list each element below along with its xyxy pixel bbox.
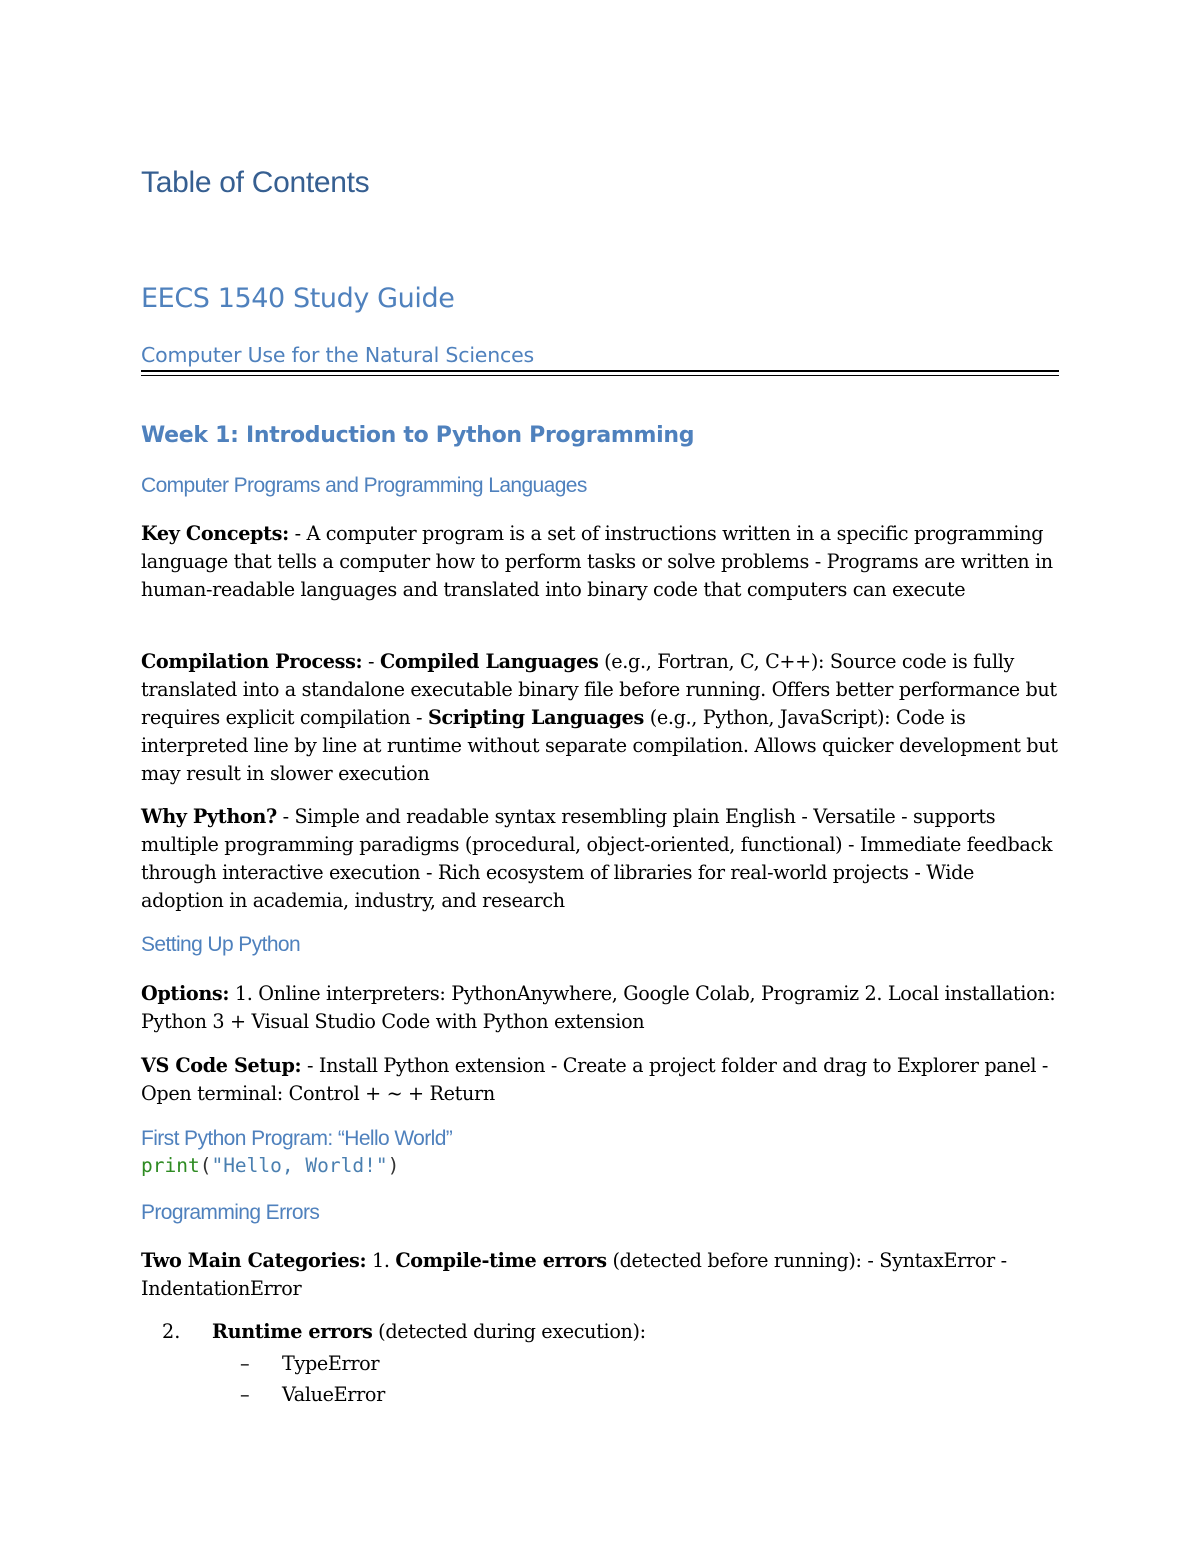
options-paragraph	[141, 980, 1061, 1036]
key-concepts-text: - A computer program is a set of instructions written in a specific programming language that tells a computer how to perform tasks or solve problems - Programs are written in human-readable languages and translated into binary code that computers can execute	[141, 522, 1053, 601]
key-concepts-paragraph	[141, 520, 1061, 604]
runtime-errors-label: Runtime errors	[212, 1320, 373, 1343]
error-categories-text-1: 1.	[366, 1249, 396, 1272]
toc-title: Table of Contents	[141, 166, 370, 199]
scripting-languages-label: Scripting Languages	[427, 706, 644, 729]
error-categories-text-2: (detected before running): - SyntaxError - IndentationError	[141, 1249, 1007, 1300]
vscode-text: - Install Python extension - Create a project folder and drag to Explorer panel - Open terminal: Control + ~ + Return	[141, 1054, 1049, 1105]
error-categories-label: Two Main Categories:	[141, 1249, 367, 1272]
code-function: print	[141, 1154, 200, 1177]
compilation-paragraph	[141, 648, 1061, 788]
runtime-errors-text: (detected during execution):	[372, 1320, 646, 1343]
options-text: 1. Online interpreters: PythonAnywhere, Google Colab, Programiz 2. Local installation: Python 3 + Visual Studio Code with Python extension	[141, 982, 1056, 1033]
compilation-text-2: (e.g., Fortran, C, C++): Source code is fully translated into a standalone executable binary file before running. Offers better performance but requires explicit compilation -	[141, 650, 1057, 729]
hello-world-code	[141, 1154, 399, 1177]
document-subtitle: Computer Use for the Natural Sciences	[141, 343, 534, 367]
section-heading-errors: Programming Errors	[141, 1201, 320, 1224]
code-open-paren: (	[199, 1154, 212, 1177]
why-python-paragraph	[141, 803, 1061, 915]
sub-list-bullet: –	[240, 1352, 250, 1375]
key-concepts-label: Key Concepts:	[141, 522, 289, 545]
error-categories-paragraph	[141, 1247, 1061, 1303]
why-python-text: - Simple and readable syntax resembling plain English - Versatile - supports multiple programming paradigms (procedural, object-oriented, functional) - Immediate feedback through interactive execution - Rich ecosystem of libraries for real-world projects - Wide adoption in academia, industry, and research	[141, 805, 1053, 912]
code-string: "Hello, World!"	[211, 1154, 388, 1177]
sub-list-item: ValueError	[282, 1383, 385, 1406]
vscode-label: VS Code Setup:	[141, 1054, 302, 1077]
week1-heading: Week 1: Introduction to Python Programming	[141, 423, 695, 448]
section-heading-programs: Computer Programs and Programming Languages	[141, 474, 587, 497]
compiled-languages-label: Compiled Languages	[379, 650, 599, 673]
list-item-runtime-errors	[212, 1320, 646, 1343]
compile-time-errors-label: Compile-time errors	[395, 1249, 607, 1272]
compilation-label: Compilation Process:	[141, 650, 363, 673]
compilation-text-3: (e.g., Python, JavaScript): Code is interpreted line by line at runtime without separate compilation. Allows quicker development but may result in slower execution	[141, 706, 1058, 785]
why-python-label: Why Python?	[141, 805, 277, 828]
sub-list-item: TypeError	[282, 1352, 380, 1375]
section-heading-setup: Setting Up Python	[141, 933, 301, 956]
section-heading-hello-world: First Python Program: “Hello World”	[141, 1127, 453, 1150]
options-label: Options:	[141, 982, 230, 1005]
document-title: EECS 1540 Study Guide	[141, 283, 455, 314]
code-close-paren: )	[387, 1154, 400, 1177]
vscode-paragraph	[141, 1052, 1061, 1108]
list-item-number: 2.	[162, 1320, 181, 1343]
compilation-text-1: -	[362, 650, 380, 673]
subtitle-divider	[141, 370, 1059, 376]
sub-list-bullet: –	[240, 1383, 250, 1406]
